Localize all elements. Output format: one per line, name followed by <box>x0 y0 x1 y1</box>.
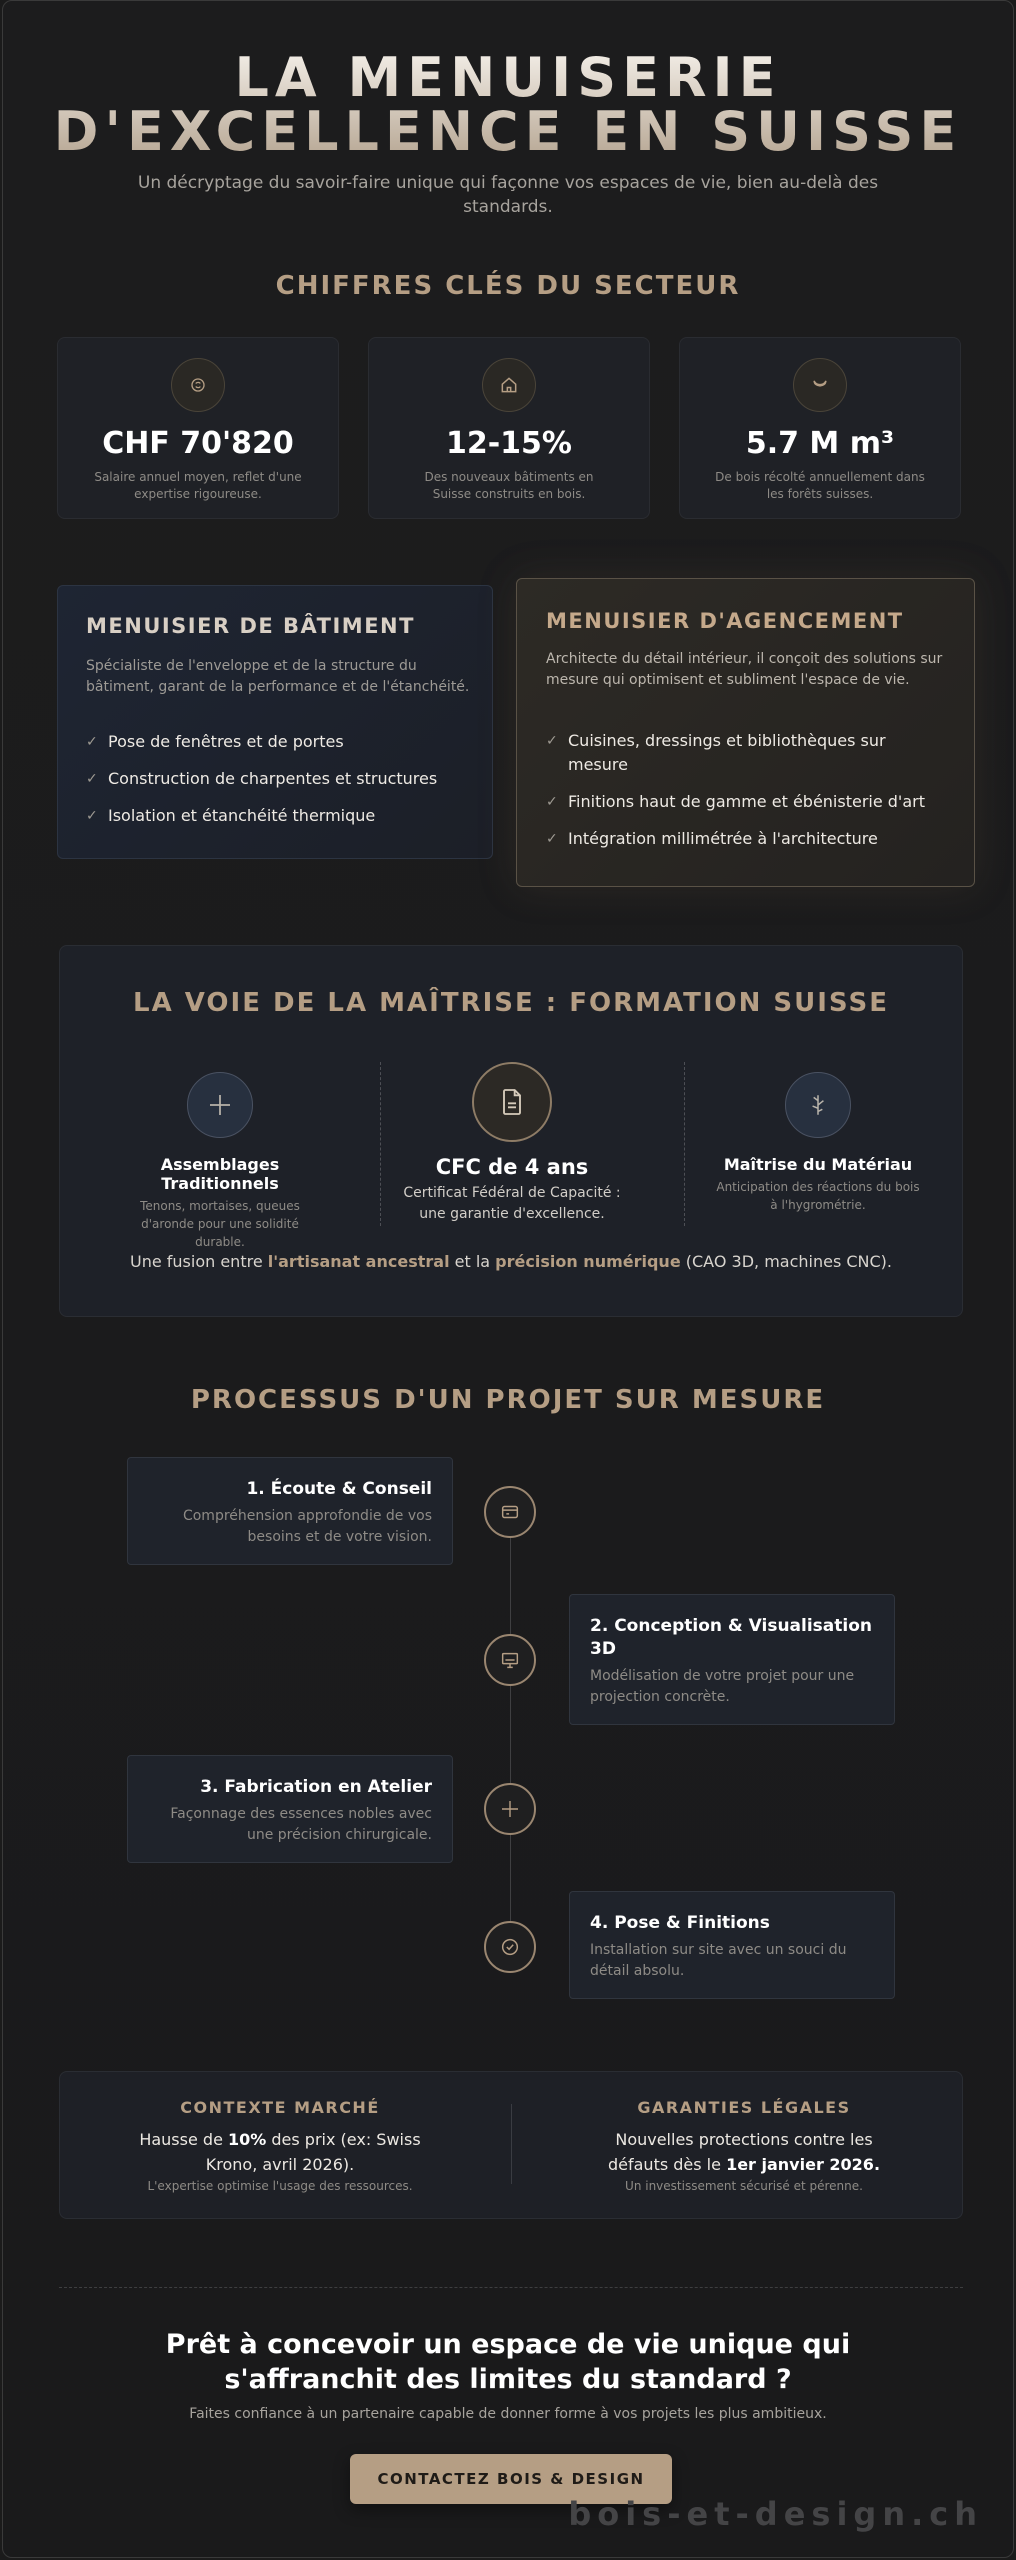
process-step-2 <box>569 1594 895 1725</box>
step-desc: Installation sur site avec un souci du détail absolu. <box>590 1942 847 1979</box>
plus-icon <box>187 1072 253 1138</box>
formation-fusion-text: Une fusion entre l'artisanat ancestral et la précision numérique (CAO 3D, machines CNC). <box>129 1252 893 1271</box>
stat-card-buildings <box>368 337 650 519</box>
step-title: 1. Écoute & Conseil <box>246 1479 432 1499</box>
stat-desc: Salaire annuel moyen, reflet d'une expertise rigoureuse. <box>94 470 302 501</box>
check-icon: ✓ <box>86 771 98 787</box>
check-circle-icon <box>484 1921 536 1973</box>
process-step-4 <box>569 1891 895 1999</box>
plus-icon <box>484 1783 536 1835</box>
context-main: Nouvelles protections contre les défauts dès le 1er janvier 2026. <box>607 2130 881 2174</box>
hero-title-line2: D'EXCELLENCE EN SUISSE <box>53 100 963 163</box>
divider <box>684 1062 685 1226</box>
job-desc: Spécialiste de l'enveloppe et de la structure du bâtiment, garant de la performance et de l'étanchéité. <box>86 658 470 695</box>
formation-panel <box>59 945 963 1317</box>
step-desc: Façonnage des essences nobles avec une précision chirurgicale. <box>170 1806 432 1843</box>
hero-title-line1: LA MENUISERIE <box>234 46 782 109</box>
context-legal <box>594 2098 894 2193</box>
step-desc: Compréhension approfondie de vos besoins et de votre vision. <box>182 1508 432 1545</box>
process-timeline <box>510 1509 511 1949</box>
process-step-1 <box>127 1457 453 1565</box>
stat-value: 12-15% <box>445 426 572 461</box>
check-icon: ✓ <box>546 794 558 810</box>
stat-desc: De bois récolté annuellement dans les forêts suisses. <box>715 470 925 501</box>
step-title: 4. Pose & Finitions <box>590 1913 770 1933</box>
formation-title: LA VOIE DE LA MAÎTRISE : FORMATION SUISSE <box>133 988 889 1018</box>
check-icon: ✓ <box>86 734 98 750</box>
house-icon <box>482 358 536 412</box>
list-item: ✓ Intégration millimétrée à l'architecture <box>546 827 946 851</box>
leaf-icon <box>793 358 847 412</box>
process-step-3 <box>127 1755 453 1863</box>
process-title: PROCESSUS D'UN PROJET SUR MESURE <box>190 1385 826 1415</box>
tree-icon <box>785 1072 851 1138</box>
formation-col-desc: Anticipation des réactions du bois à l'hygrométrie. <box>716 1180 920 1212</box>
list-item: ✓ Isolation et étanchéité thermique <box>86 804 476 828</box>
contact-button[interactable]: CONTACTEZ BOIS & DESIGN <box>350 2454 672 2504</box>
list-item: ✓ Construction de charpentes et structures <box>86 767 476 791</box>
context-panel <box>59 2071 963 2219</box>
stat-value: 5.7 M m³ <box>745 426 895 461</box>
cta-title: Prêt à concevoir un espace de vie unique qui s'affranchit des limites du standard ? <box>165 2329 851 2395</box>
job-title: MENUISIER DE BÂTIMENT <box>86 614 415 638</box>
divider <box>380 1062 381 1226</box>
hero-title <box>3 46 1013 163</box>
job-card-batiment <box>57 585 493 859</box>
job-list <box>546 729 946 864</box>
job-list <box>86 730 476 841</box>
stat-card-wood <box>679 337 961 519</box>
context-market <box>130 2098 430 2193</box>
cta-subtitle: Faites confiance à un partenaire capable de donner forme à vos projets les plus ambitieux. <box>189 2406 827 2422</box>
formation-col-desc: Certificat Fédéral de Capacité : une garantie d'excellence. <box>403 1185 621 1222</box>
context-main: Hausse de 10% des prix (ex: Swiss Krono, avril 2026). <box>139 2130 421 2174</box>
formation-col-title: Assemblages Traditionnels <box>160 1155 280 1193</box>
check-icon: ✓ <box>86 808 98 824</box>
context-small: L'expertise optimise l'usage des ressources. <box>147 2179 413 2193</box>
formation-col-title: CFC de 4 ans <box>435 1155 589 1179</box>
check-icon: ✓ <box>546 733 558 749</box>
page-frame <box>2 0 1014 2558</box>
context-title: GARANTIES LÉGALES <box>637 2098 851 2117</box>
stat-card-salary <box>57 337 339 519</box>
divider <box>511 2104 512 2184</box>
formation-col-cfc <box>392 1062 632 1225</box>
monitor-icon <box>484 1634 536 1686</box>
step-desc: Modélisation de votre projet pour une projection concrète. <box>590 1668 855 1705</box>
coin-icon <box>171 358 225 412</box>
stats-title: CHIFFRES CLÉS DU SECTEUR <box>275 271 741 301</box>
step-title: 3. Fabrication en Atelier <box>200 1777 432 1797</box>
job-title: MENUISIER D'AGENCEMENT <box>546 609 904 633</box>
formation-col-title: Maîtrise du Matériau <box>723 1155 913 1174</box>
document-icon <box>472 1062 552 1142</box>
hero-subtitle: Un décryptage du savoir-faire unique qui façonne vos espaces de vie, bien au-delà des standards. <box>137 173 879 217</box>
formation-col-materiau <box>698 1072 938 1214</box>
stat-desc: Des nouveaux bâtiments en Suisse construits en bois. <box>424 470 594 501</box>
list-item: ✓ Cuisines, dressings et bibliothèques sur mesure <box>546 731 886 774</box>
divider <box>59 2287 963 2288</box>
job-card-agencement <box>516 578 975 887</box>
list-item: ✓ Finitions haut de gamme et ébénisterie d'art <box>546 790 946 814</box>
card-icon <box>484 1486 536 1538</box>
context-small: Un investissement sécurisé et pérenne. <box>625 2179 863 2193</box>
watermark: bois-et-design.ch <box>568 2495 983 2533</box>
stat-value: CHF 70'820 <box>102 426 294 461</box>
job-desc: Architecte du détail intérieur, il conçoit des solutions sur mesure qui optimisent et subliment l'espace de vie. <box>546 651 943 688</box>
formation-col-assemblages <box>100 1072 340 1251</box>
formation-col-desc: Tenons, mortaises, queues d'aronde pour une solidité durable. <box>140 1199 300 1249</box>
check-icon: ✓ <box>546 831 558 847</box>
step-title: 2. Conception & Visualisation 3D <box>590 1616 872 1659</box>
list-item: ✓ Pose de fenêtres et de portes <box>86 730 476 754</box>
context-title: CONTEXTE MARCHÉ <box>180 2098 380 2117</box>
